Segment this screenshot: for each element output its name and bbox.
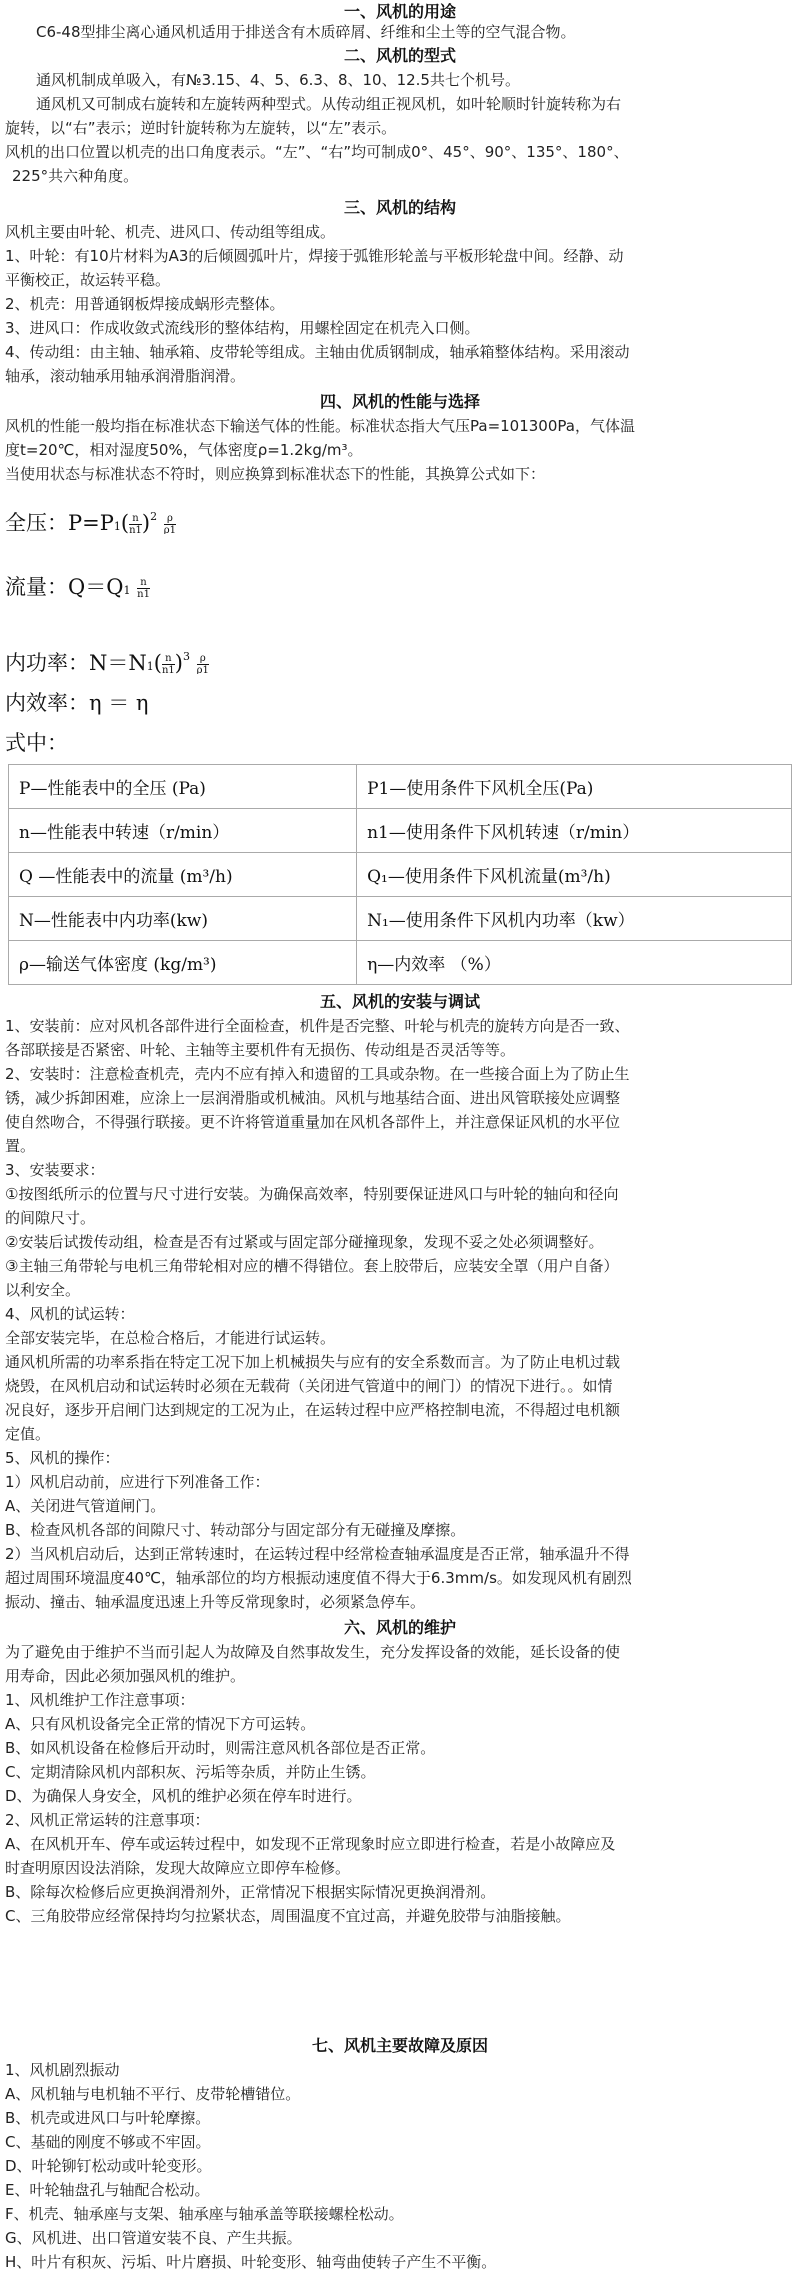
paragraph-line: B、除每次检修后应更换润滑剂外，正常情况下根据实际情况更换润滑剂。 [5,1883,496,1901]
paragraph-line: 3、进风口：作成收敛式流线形的整体结构，用螺栓固定在机壳入口侧。 [5,319,480,337]
paragraph-line: 轴承，滚动轴承用轴承润滑脂润滑。 [5,367,246,385]
paragraph-line: 平衡校正，故运转平稳。 [5,271,171,289]
paragraph-line: 1、安装前：应对风机各部件进行全面检查，机件是否完整、叶轮与机壳的旋转方向是否一致、 [5,1017,630,1035]
paragraph-line: 2）当风机启动后，达到正常转速时，在运转过程中经常检查轴承温度是否正常，轴承温升不得 [5,1545,630,1563]
paragraph-line: 以利安全。 [5,1281,81,1299]
paragraph-line: B、机壳或进风口与叶轮摩擦。 [5,2109,211,2127]
paragraph-line: 5、风机的操作： [5,1449,120,1467]
paragraph-line: 1、风机剧烈振动 [5,2061,120,2079]
fraction-denominator: n1 [137,589,150,600]
paragraph-line: 度t=20℃，相对湿度50%，气体密度ρ=1.2kg/m³。 [5,441,363,459]
fraction-numerator: n [137,577,150,589]
paragraph-line: E、叶轮轴盘孔与轴配合松动。 [5,2181,210,2199]
paragraph-line: 置。 [5,1137,36,1155]
paragraph-line: 锈，减少拆卸困难，应涂上一层润滑脂或机械油。风机与地基结合面、进出风管联接处应调整 [5,1089,621,1107]
paragraph-line: 超过周围环境温度40℃，轴承部位的均方根振动速度值不得大于6.3mm/s。如发现风机有剧烈 [5,1569,632,1587]
section-heading-6: 六、风机的维护 [343,1618,456,1637]
paragraph-line: 各部联接是否紧密、叶轮、主轴等主要机件有无损伤、传动组是否灵活等等。 [5,1041,516,1059]
table-row [9,941,792,985]
section-heading-5: 五、风机的安装与调试 [319,992,480,1011]
paragraph-line: 通风机所需的功率系指在特定工况下加上机械损失与应有的安全系数而言。为了防止电机过载 [5,1353,621,1371]
paragraph-line: 2、风机正常运转的注意事项： [5,1811,210,1829]
formula-label: 流量： [5,575,68,599]
paragraph-line: 4、传动组：由主轴、轴承箱、皮带轮等组成。主轴由优质钢制成，轴承箱整体结构。采用滚动 [5,343,630,361]
paragraph-line: 1、叶轮：有10片材料为A3的后倾圆弧叶片，焊接于弧锥形轮盖与平板形轮盘中间。经静、动 [5,247,624,265]
paragraph-line: 225°共六种角度。 [12,167,139,185]
paragraph-line: 风机的出口位置以机壳的出口角度表示。“左”、“右”均可制成0°、45°、90°、135°、180°、 [5,143,629,161]
formula-power: 内功率：N＝N1( $\frac{n}{n1}$ )$^3$ $\frac{\rho}{\rho 1}$ [5,650,209,674]
paragraph-line: 况良好，逐步开启闸门达到规定的工况为止，在运转过程中应严格控制电流，不得超过电机额 [5,1401,621,1419]
paragraph-line: 用寿命，因此必须加强风机的维护。 [5,1667,246,1685]
fraction-denominator: ρ1 [196,665,209,674]
paragraph-line: C、定期清除风机内部积灰、污垢等杂质，并防止生锈。 [5,1763,376,1781]
paragraph-line: 2、安装时：注意检查机壳，壳内不应有掉入和遗留的工具或杂物。在一些接合面上为了防止生 [5,1065,630,1083]
paragraph-line: A、在风机开车、停车或运转过程中，如发现不正常现象时应立即进行检查，若是小故障应及 [5,1835,616,1853]
section-heading-3: 三、风机的结构 [343,198,456,217]
table-cell: N—性能表中内功率(kw) [9,897,357,941]
paragraph-line: 风机的性能一般均指在标准状态下输送气体的性能。标准状态指大气压Pa=101300Pa，气体温 [5,417,635,435]
paragraph-line: 风机主要由叶轮、机壳、进风口、传动组等组成。 [5,223,336,241]
paragraph-line: D、为确保人身安全，风机的维护必须在停车时进行。 [5,1787,362,1805]
paragraph-line: 2、机壳：用普通钢板焊接成蜗形壳整体。 [5,295,285,313]
paragraph-line: 1、风机维护工作注意事项： [5,1691,195,1709]
paragraph-line: 旋转，以“右”表示；逆时针旋转称为左旋转，以“左”表示。 [5,119,397,137]
paragraph-line: F、机壳、轴承座与支架、轴承座与轴承盖等联接螺栓松动。 [5,2205,404,2223]
section-heading-7: 七、风机主要故障及原因 [311,2036,488,2055]
paragraph-line: G、风机进、出口管道安装不良、产生共振。 [5,2229,302,2247]
paragraph-line: 3、安装要求： [5,1161,105,1179]
paragraph-line: 全部安装完毕，在总检合格后，才能进行试运转。 [5,1329,336,1347]
paragraph-line: 当使用状态与标准状态不符时，则应换算到标准状态下的性能，其换算公式如下： [5,465,546,483]
table-cell: Q₁—使用条件下风机流量(m³/h) [357,853,792,897]
paragraph-line: 使自然吻合，不得强行联接。更不许将管道重量加在风机各部件上，并注意保证风机的水平位 [5,1113,621,1131]
paragraph-line: C6-48型排尘离心通风机适用于排送含有木质碎屑、纤维和尘土等的空气混合物。 [36,23,576,41]
table-cell: Q —性能表中的流量 (m³/h) [9,853,357,897]
paragraph-line: 时查明原因设法消除，发现大故障应立即停车检修。 [5,1859,351,1877]
paragraph-line: 烧毁，在风机启动和试运转时必须在无载荷（关闭进气管道中的闸门）的情况下进行。。如情 [5,1377,613,1395]
table-row [9,897,792,941]
where-label: 式中： [5,731,68,755]
formula-label: 全压： [5,511,68,534]
paragraph-line: 为了避免由于维护不当而引起人为故障及自然事故发生，充分发挥设备的效能，延长设备的使 [5,1643,621,1661]
paragraph-line: A、只有风机设备完全正常的情况下方可运转。 [5,1715,316,1733]
formula-flow: 流量：Q＝Q1 $\frac{n}{n1}$ [5,575,150,600]
fraction-numerator: n [129,513,142,525]
paragraph-line: 1）风机启动前，应进行下列准备工作： [5,1473,270,1491]
symbol-table [8,764,792,985]
formula-label: 内功率： [5,651,89,674]
table-cell: n—性能表中转速（r/min） [9,809,357,853]
paragraph-line: A、风机轴与电机轴不平行、皮带轮槽错位。 [5,2085,301,2103]
table-cell: P1—使用条件下风机全压(Pa) [357,765,792,809]
formula-label: 内效率： [5,691,89,715]
paragraph-line: D、叶轮铆钉松动或叶轮变形。 [5,2157,212,2175]
formula-pressure: 全压：P=P1( $\frac{n}{n1}$ )$^2$ $\frac{\rho}{\rho 1}$ [5,510,177,534]
paragraph-line: 4、风机的试运转： [5,1305,135,1323]
section-heading-4: 四、风机的性能与选择 [319,392,480,411]
fraction-numerator: ρ [164,513,176,525]
table-cell: η—内效率 （%） [357,941,792,985]
paragraph-line: 的间隙尺寸。 [5,1209,96,1227]
table-cell: N₁—使用条件下风机内功率（kw） [357,897,792,941]
paragraph-line: B、检查风机各部的间隙尺寸、转动部分与固定部分有无碰撞及摩擦。 [5,1521,466,1539]
section-heading-1: 一、风机的用途 [343,2,456,21]
paragraph-line: ②安装后试拨传动组，检查是否有过紧或与固定部分碰撞现象，发现不妥之处必须调整好。 [5,1233,604,1251]
paragraph-line: ①按图纸所示的位置与尺寸进行安装。为确保高效率，特别要保证进风口与叶轮的轴向和径向 [5,1185,619,1203]
fraction-denominator: ρ1 [163,525,177,534]
table-row [9,809,792,853]
fraction-numerator: ρ [197,653,209,665]
fraction-numerator: n [162,653,175,665]
paragraph-line: C、三角胶带应经常保持均匀拉紧状态，周围温度不宜过高，并避免胶带与油脂接触。 [5,1907,571,1925]
table-cell: n1—使用条件下风机转速（r/min） [357,809,792,853]
paragraph-line: H、叶片有积灰、污垢、叶片磨损、叶轮变形、轴弯曲使转子产生不平衡。 [5,2253,497,2271]
paragraph-line: A、关闭进气管道闸门。 [5,1497,166,1515]
formula-efficiency [5,686,795,720]
paragraph-line: 通风机又可制成右旋转和左旋转两种型式。从传动组正视风机，如叶轮顺时针旋转称为右 [36,95,622,113]
paragraph-line: B、如风机设备在检修后开动时，则需注意风机各部位是否正常。 [5,1739,436,1757]
table-row [9,853,792,897]
fraction-denominator: n1 [129,525,142,534]
paragraph-line: ③主轴三角带轮与电机三角带轮相对应的槽不得错位。套上胶带后，应装安全罩（用户自备） [5,1257,619,1275]
table-cell: P—性能表中的全压 (Pa) [9,765,357,809]
paragraph-line: 振动、撞击、轴承温度迅速上升等反常现象时，必须紧急停车。 [5,1593,426,1611]
table-cell: ρ—输送气体密度 (kg/m³) [9,941,357,985]
paragraph-line: 通风机制成单吸入，有№3.15、4、5、6.3、8、10、12.5共七个机号。 [36,71,520,89]
section-heading-2: 二、风机的型式 [343,46,456,65]
paragraph-line: 定值。 [5,1425,51,1443]
fraction-denominator: n1 [161,665,175,674]
table-row [9,765,792,809]
paragraph-line: C、基础的刚度不够或不牢固。 [5,2133,211,2151]
formula-expression: η ＝ η [89,691,149,715]
